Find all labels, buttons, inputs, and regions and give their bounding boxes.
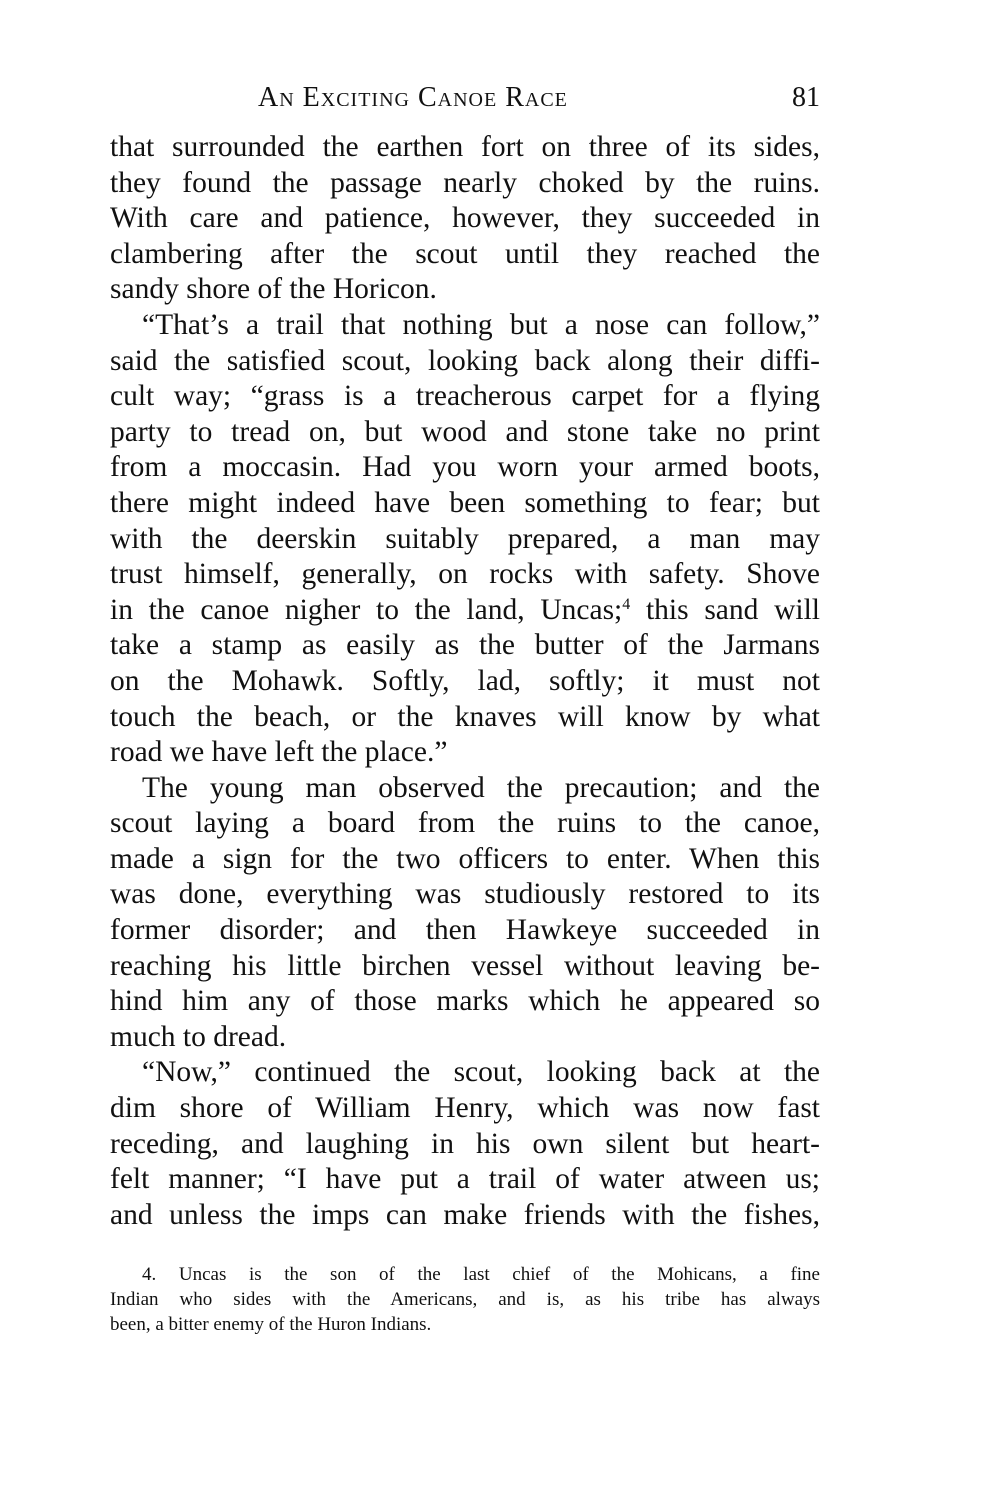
footnote-line: been, a bitter enemy of the Huron Indians. — [110, 1314, 432, 1335]
text-line: trust himself, generally, on rocks with safety. Shove — [110, 558, 820, 591]
text-line: from a moccasin. Had you worn your armed boots, — [110, 451, 820, 484]
running-title: An Exciting Canoe Race — [258, 82, 568, 113]
text-line: that surrounded the earthen fort on three of its sides, — [110, 131, 820, 163]
text-line: dim shore of William Henry, which was now fast — [110, 1092, 820, 1125]
text-line: there might indeed have been something to fear; but — [110, 486, 820, 519]
page-number: 81 — [792, 82, 820, 113]
text-line: cult way; “grass is a treacherous carpet for a flying — [110, 380, 820, 413]
text-line: with the deerskin suitably prepared, a man may — [110, 522, 820, 555]
text-line: take a stamp as easily as the butter of the Jarmans — [110, 629, 820, 662]
book-page — [110, 0, 820, 1485]
text-line: on the Mohawk. Softly, lad, softly; it must not — [110, 664, 820, 697]
text-line: reaching his little birchen vessel without leaving be- — [110, 949, 820, 982]
text-line: clambering after the scout until they reached the — [110, 237, 820, 270]
text-line: “Now,” continued the scout, looking back at the — [142, 1056, 820, 1089]
text-line: The young man observed the precaution; and the — [142, 771, 820, 804]
text-line: they found the passage nearly choked by the ruins. — [110, 166, 820, 199]
body-text — [110, 130, 820, 1233]
text-line: said the satisfied scout, looking back along their diffi- — [110, 344, 820, 377]
text-line: touch the beach, or the knaves will know by what — [110, 700, 820, 733]
text-line: sandy shore of the Horicon. — [110, 273, 437, 306]
text-line: made a sign for the two officers to enter. When this — [110, 842, 820, 875]
footnote-reference: 4 — [622, 595, 631, 613]
text-line: With care and patience, however, they succeeded in — [110, 202, 820, 235]
footnote-line: 4. Uncas is the son of the last chief of the Mohicans, a fine — [142, 1264, 820, 1285]
text-line: felt manner; “I have put a trail of water atween us; — [110, 1163, 820, 1196]
footnote — [110, 1262, 820, 1337]
text-line: scout laying a board from the ruins to the canoe, — [110, 807, 820, 840]
text-line: “That’s a trail that nothing but a nose can follow,” — [142, 308, 820, 341]
text-line: much to dread. — [110, 1020, 287, 1053]
text-line-with-footnote — [110, 593, 820, 629]
text-line: was done, everything was studiously restored to its — [110, 878, 820, 911]
footnote-line: Indian who sides with the Americans, and is, as his tribe has always — [110, 1289, 820, 1310]
text-line: road we have left the place.” — [110, 736, 448, 769]
line-start: in the canoe nigher to the land, Uncas; — [110, 593, 623, 626]
text-line: receding, and laughing in his own silent but heart- — [110, 1127, 820, 1160]
line-end: this sand will — [630, 593, 820, 626]
text-line: party to tread on, but wood and stone take no print — [110, 415, 820, 448]
running-head — [110, 82, 820, 122]
text-line: and unless the imps can make friends with the fishes, — [110, 1198, 820, 1231]
text-line: former disorder; and then Hawkeye succeeded in — [110, 914, 820, 947]
text-line: hind him any of those marks which he appeared so — [110, 985, 820, 1018]
